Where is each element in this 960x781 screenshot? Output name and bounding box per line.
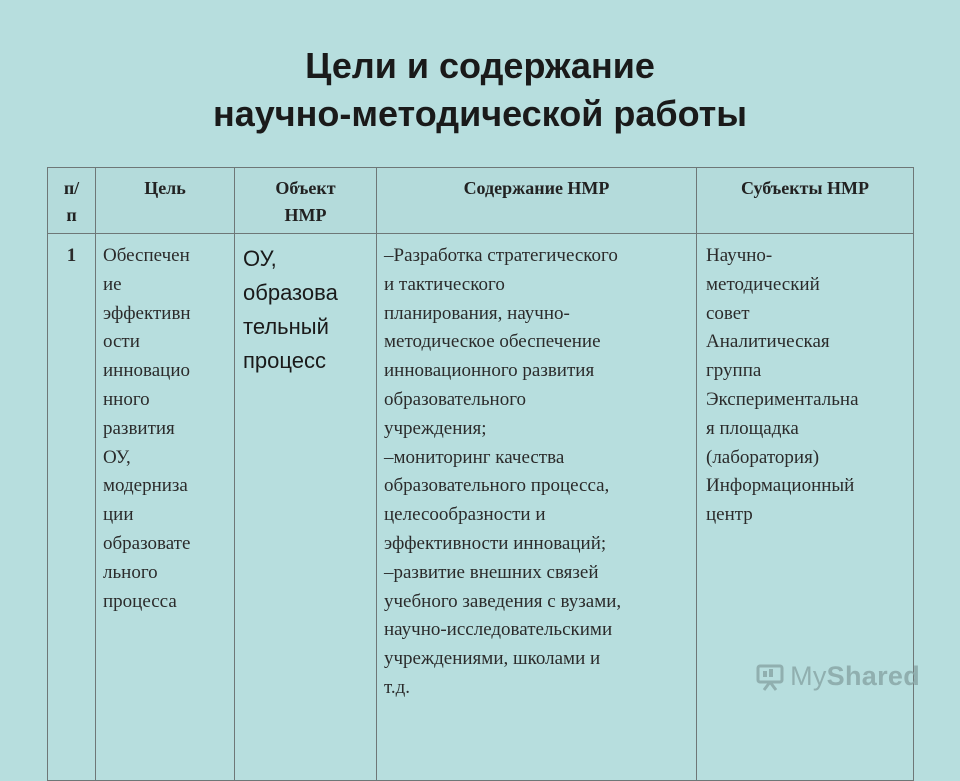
cell-content [377,234,697,781]
cell-line: развития [103,417,175,439]
cell-goal [96,234,235,781]
cell-line: нного [103,388,150,410]
header-object: Объект НМР [235,168,377,234]
cell-num: 1 [48,234,96,781]
cell-line: инновацио [103,360,190,382]
cell-line: модерниза [103,475,188,497]
cell-line: –развитие внешних связей [384,561,599,583]
header-subjects: Субъекты НМР [697,168,914,234]
title-line-2: научно-методической работы [212,93,748,134]
cell-line: процесса [103,590,177,612]
cell-object [235,234,377,781]
table-row [48,234,914,781]
presentation-board-icon [755,662,785,692]
title-line-1: Цели и содержание [305,45,655,86]
cell-line: образова [243,280,338,305]
cell-subjects [697,234,914,781]
header-goal: Цель [96,168,235,234]
cell-line: эффективности инноваций; [384,532,607,554]
cell-line: учебного заведения с вузами, [384,590,622,612]
cell-line: (лаборатория) [706,446,820,468]
cell-line: и тактического [384,273,505,295]
header-content: Содержание НМР [377,168,697,234]
cell-line: я площадка [706,417,799,439]
slide-title [0,42,960,138]
myshared-watermark [755,661,920,692]
cell-line: группа [706,360,762,382]
cell-line: методический [706,273,820,295]
cell-line: процесс [243,348,326,373]
cell-line: т.д. [384,676,411,698]
cell-line: образовательного процесса, [384,475,610,497]
cell-line: –мониторинг качества [384,446,565,468]
header-num: п/ п [48,168,96,234]
cell-line: Научно- [706,245,773,266]
cell-line: учреждения; [384,417,487,439]
cell-line: учреждениями, школами и [384,648,601,670]
cell-line: –Разработка стратегического [384,245,618,266]
cell-line: ОУ, [243,246,277,271]
cell-line: ции [103,504,134,526]
cell-line: центр [706,504,753,526]
cell-line: льного [103,561,158,583]
cell-line: целесообразности и [384,504,546,526]
cell-line: ие [103,273,122,295]
cell-line: Обеспечен [103,245,190,266]
cell-line: инновационного развития [384,360,595,382]
cell-line: образовательного [384,388,527,410]
cell-line: эффективн [103,302,191,324]
cell-line: совет [706,302,750,324]
cell-line: Аналитическая [706,331,830,353]
cell-line: Информационный [706,475,855,497]
cell-line: ости [103,331,140,353]
cell-line: Экспериментальна [706,388,859,410]
cell-line: ОУ, [103,446,131,468]
cell-line: методическое обеспечение [384,331,601,353]
watermark-text: MyShared [790,661,920,691]
cell-line: научно-исследовательскими [384,619,613,641]
cell-line: планирования, научно- [384,302,570,324]
cell-line: тельный [243,314,329,339]
cell-line: образовате [103,532,191,554]
table-header-row [48,168,914,234]
